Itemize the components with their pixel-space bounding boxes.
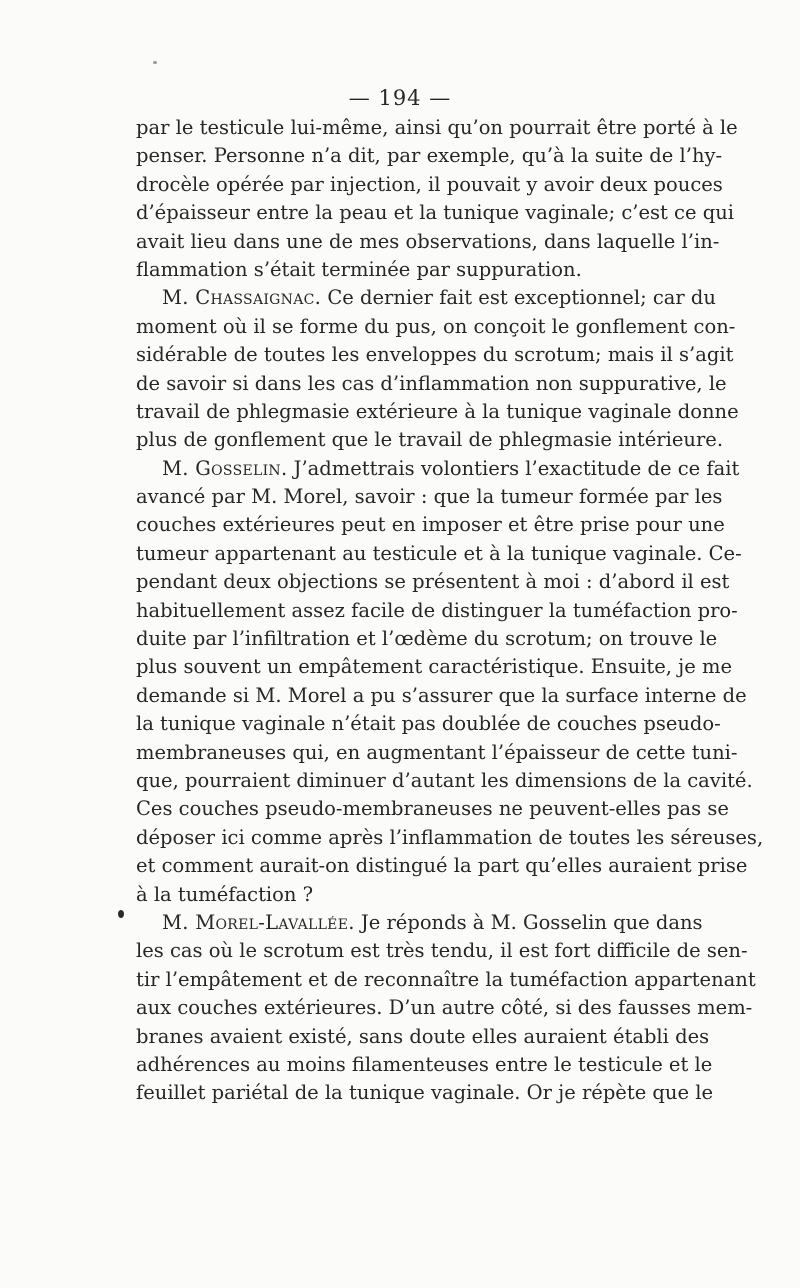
- text-line: habituellement assez facile de distinguer la tuméfaction pro-: [136, 598, 738, 622]
- text-line: feuillet pariétal de la tunique vaginale. Or je répète que le: [136, 1081, 713, 1105]
- text-line: branes avaient existé, sans doute elles auraient établi des: [136, 1024, 710, 1048]
- text-line: sidérable de toutes les enveloppes du scrotum; mais il s’agit: [136, 343, 734, 367]
- text-line: couches extérieures peut en imposer et être prise pour une: [136, 513, 725, 537]
- paragraph-chassaignac: [136, 284, 716, 312]
- text-line: avancé par M. Morel, savoir : que la tumeur formée par les: [136, 485, 723, 509]
- text-line: adhérences au moins filamenteuses entre le testicule et le: [136, 1052, 713, 1076]
- speaker-name: M. Chassaignac.: [162, 286, 322, 310]
- text-line: membraneuses qui, en augmentant l’épaisseur de cette tuni-: [136, 740, 738, 764]
- text-line: tumeur appartenant au testicule et à la tunique vaginale. Ce-: [136, 541, 742, 565]
- text-line: déposer ici comme après l’inflammation de toutes les séreuses,: [136, 825, 764, 849]
- text-line: et comment aurait-on distingué la part qu’elles auraient prise: [136, 854, 748, 878]
- text-line: Ces couches pseudo-membraneuses ne peuvent-elles pas se: [136, 797, 729, 821]
- text-line: plus souvent un empâtement caractéristique. Ensuite, je me: [136, 655, 732, 679]
- text-line: la tunique vaginale n’était pas doublée de couches pseudo-: [136, 712, 721, 736]
- text-line: drocèle opérée par injection, il pouvait y avoir deux pouces: [136, 172, 723, 196]
- text-line: d’épaisseur entre la peau et la tunique vaginale; c’est ce qui: [136, 201, 734, 225]
- text-line: par le testicule lui-même, ainsi qu’on pourrait être porté à le: [136, 116, 738, 139]
- speaker-name: M. Morel-Lavallée.: [162, 910, 355, 934]
- text-line: Je réponds à M. Gosselin que dans: [354, 910, 703, 934]
- text-line: flammation s’était terminée par suppuration.: [136, 257, 582, 281]
- text-line: les cas où le scrotum est très tendu, il est fort difficile de sen-: [136, 939, 748, 963]
- text-line: Ce dernier fait est exceptionnel; car du: [321, 286, 716, 310]
- text-line: de savoir si dans les cas d’inflammation non suppurative, le: [136, 371, 727, 395]
- text-line: penser. Personne n’a dit, par exemple, qu’à la suite de l’hy-: [136, 144, 723, 168]
- text-line: travail de phlegmasie extérieure à la tunique vaginale donne: [136, 399, 739, 423]
- text-line: à la tuméfaction ?: [136, 882, 314, 906]
- body-text: [136, 114, 764, 1108]
- paper-speck: [153, 61, 157, 64]
- text-line: avait lieu dans une de mes observations, dans laquelle l’in-: [136, 229, 720, 253]
- text-line: moment où il se forme du pus, on conçoit le gonflement con-: [136, 314, 736, 338]
- text-line: demande si M. Morel a pu s’assurer que la surface interne de: [136, 683, 747, 707]
- text-line: plus de gonflement que le travail de phlegmasie intérieure.: [136, 428, 724, 452]
- page-number: — 194 —: [348, 86, 452, 110]
- text-line: tir l’empâtement et de reconnaître la tuméfaction appartenant: [136, 967, 756, 991]
- speaker-name: M. Gosselin.: [162, 456, 288, 480]
- text-line: J’admettrais volontiers l’exactitude de ce fait: [287, 456, 740, 480]
- text-line: aux couches extérieures. D’un autre côté, si des fausses mem-: [136, 996, 753, 1020]
- text-line: pendant deux objections se présentent à moi : d’abord il est: [136, 570, 730, 594]
- paragraph-morel-lavallee: [136, 909, 703, 937]
- margin-bullet-mark: [118, 910, 124, 918]
- text-line: duite par l’infiltration et l’œdème du scrotum; on trouve le: [136, 627, 718, 651]
- paragraph-gosselin: [136, 455, 740, 483]
- text-line: que, pourraient diminuer d’autant les dimensions de la cavité.: [136, 768, 753, 792]
